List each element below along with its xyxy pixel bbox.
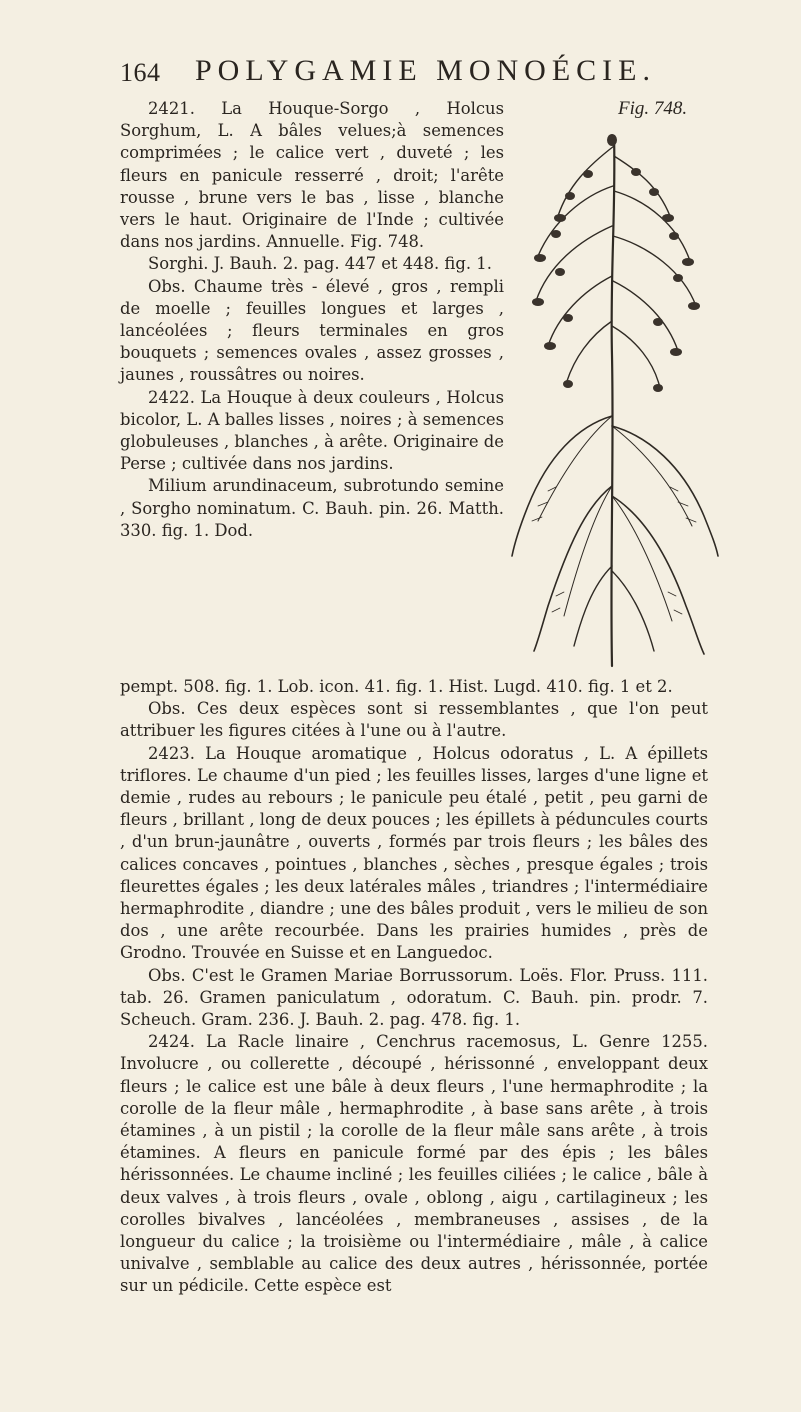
full-width-text xyxy=(120,676,708,1298)
entry-2424: 2424. La Racle linaire , Cenchrus racemosus, L. Genre 1255. Involucre , ou collerette , découpé , hérissonné , enveloppant deux fleurs ; le calice est une bâle à deux fleurs , l'une hermaphrodite ; la corolle de la fleur mâle , hermaphrodite , à base sans arête , à trois étamines , à un pistil ; la corolle de la fleur mâle sans arête , à trois étamines. A fleurs en panicule formé par des épis ; les bâles hérissonnées. Le chaume incliné ; les feuilles ciliées ; le calice , bâle à deux valves , à trois fleurs , ovale , oblong , aigu , cartilagineux ; les corolles bivalves , lancéolées , membraneuses , assises , de la longueur du calice ; la troisième ou l'intermédiaire , mâle , à calice univalve , semblable au calice des deux autres , hérissonnée, portée sur un pédicile. Cette espèce est xyxy=(120,1032,708,1296)
entry-2423: 2423. La Houque aromatique , Holcus odoratus , L. A épillets triflores. Le chaume d'un pied ; les feuilles lisses, larges d'une ligne et demie , rudes au rebours ; le panicule peu étalé , petit , peu garni de fleurs , brillant , long de deux pouces ; les épillets à péduncules courts , d'un brun-jaunâtre , ouverts , formés par trois fleurs ; les bâles des calices concaves , pointues , blanches , sèches , presque égales ; trois fleurettes égales ; les deux latérales mâles , triandres ; l'intermédiaire hermaphrodite , diandre ; une des bâles produit , vers le milieu de son dos , une arête recourbée. Dans les prairies humides , près de Grodno. Trouvée en Suisse et en Languedoc. xyxy=(120,743,708,963)
page-number: 164 xyxy=(120,58,161,87)
entry-2422-observation: Obs. Ces deux espèces sont si ressemblantes , que l'on peut attribuer les figures citées à l'une ou à l'autre. xyxy=(120,699,708,741)
entry-2422-reference: Milium arundinaceum, subrotundo semine , Sorgho nominatum. C. Bauh. pin. 26. Matth. 330. fig. 1. Dod. xyxy=(120,476,504,540)
entry-2421-observation: Obs. Chaume très - élevé , gros , rempli de moelle ; feuilles longues et larges , lancéolées ; fleurs terminales en gros bouquets ; semences ovales , assez grosses , jaunes , roussâtres ou noires. xyxy=(120,276,504,385)
page-header xyxy=(120,54,720,94)
botanical-plate xyxy=(508,126,720,674)
panicle-of-grass-icon xyxy=(508,126,720,674)
entry-2422: 2422. La Houque à deux couleurs , Holcus bicolor, L. A balles lisses , noires ; à semences globuleuses , blanches , à arête. Originaire de Perse ; cultivée dans nos jardins. xyxy=(120,387,504,474)
entry-2421-reference: Sorghi. J. Bauh. 2. pag. 447 et 448. fig. 1. xyxy=(148,254,492,274)
figure-label: Fig. 748. xyxy=(618,98,688,119)
left-column-text xyxy=(120,98,504,542)
entry-2423-observation: Obs. C'est le Gramen Mariae Borrussorum. Loës. Flor. Pruss. 111. tab. 26. Gramen paniculatum , odoratum. C. Bauh. pin. prodr. 7. Scheuch. Gram. 236. J. Bauh. 2. pag. 478. fig. 1. xyxy=(120,965,708,1030)
entry-2421: 2421. La Houque-Sorgo , Holcus Sorghum, L. A bâles velues;à semences comprimées ; le calice vert , duveté ; les fleurs en panicule resserré , droit; l'arête rousse , brune vers le bas , lisse , blanche vers le haut. Originaire de l'Inde ; cultivée dans nos jardins. Annuelle. Fig. 748. xyxy=(120,99,504,252)
entry-2422-reference-continued: pempt. 508. fig. 1. Lob. icon. 41. fig. 1. Hist. Lugd. 410. fig. 1 et 2. xyxy=(120,677,673,696)
running-title: POLYGAMIE MONOÉCIE. xyxy=(195,54,656,87)
